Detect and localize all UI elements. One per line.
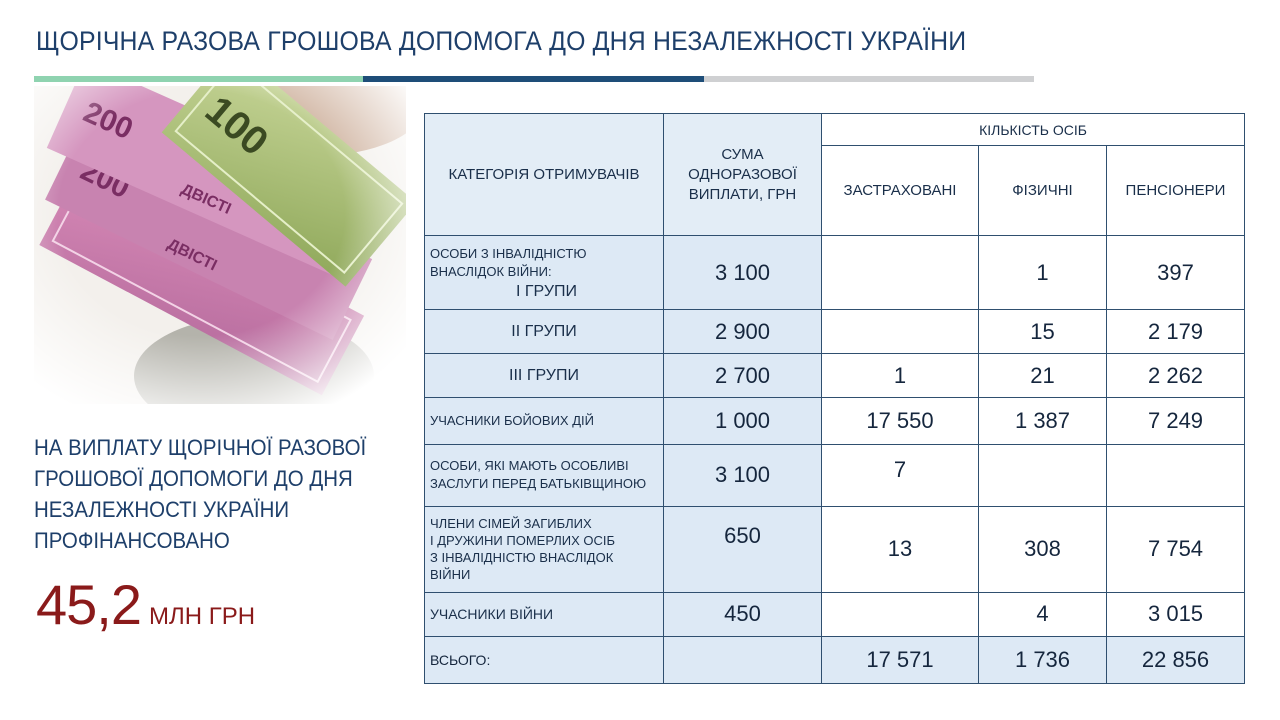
- title-underline-green: [34, 76, 363, 82]
- header-pensioners: ПЕНСІОНЕРИ: [1107, 146, 1245, 236]
- funding-description: НА ВИПЛАТУ ЩОРІЧНОЇ РАЗОВОЇ ГРОШОВОЇ ДОПОМОГИ ДО ДНЯ НЕЗАЛЕЖНОСТІ УКРАЇНИ ПРОФІНАНСОВАНО: [34, 435, 367, 553]
- title-underline-gray: [704, 76, 1034, 82]
- row-category: [425, 236, 664, 310]
- row-category: ІІ ГРУПИ: [425, 310, 664, 354]
- row-sum: 650: [664, 506, 822, 592]
- header-individuals: ФІЗИЧНІ: [979, 146, 1107, 236]
- row-category: ІІІ ГРУПИ: [425, 354, 664, 398]
- row-sum: 3 100: [664, 236, 822, 310]
- header-sum: СУМА ОДНОРАЗОВОЇ ВИПЛАТИ, ГРН: [664, 114, 822, 236]
- category-line: ЗАСЛУГИ ПЕРЕД БАТЬКІВЩИНОЮ: [430, 476, 647, 492]
- row-insured: 1: [822, 354, 979, 398]
- row-insured: [822, 236, 979, 310]
- row-insured: [822, 592, 979, 636]
- funding-amount-unit: МЛН ГРН: [149, 603, 256, 630]
- funding-amount: [36, 572, 255, 637]
- row-category: УЧАСНИКИ ВІЙНИ: [425, 592, 664, 636]
- total-pensioners: 22 856: [1107, 636, 1245, 683]
- category-line: З ІНВАЛІДНІСТЮ ВНАСЛІДОК: [430, 550, 614, 566]
- row-pensioners: 2 262: [1107, 354, 1245, 398]
- row-category: УЧАСНИКИ БОЙОВИХ ДІЙ: [425, 398, 664, 444]
- row-sum: 3 100: [664, 444, 822, 506]
- category-line: ОСОБИ З ІНВАЛІДНІСТЮ: [430, 245, 587, 261]
- row-insured: 7: [822, 444, 979, 506]
- row-insured: 13: [822, 506, 979, 592]
- row-category: [425, 444, 664, 506]
- row-individuals: 15: [979, 310, 1107, 354]
- row-insured: 17 550: [822, 398, 979, 444]
- row-sum: 450: [664, 592, 822, 636]
- row-pensioners: 7 249: [1107, 398, 1245, 444]
- category-line: І ДРУЖИНИ ПОМЕРЛИХ ОСІБ: [430, 533, 616, 549]
- row-individuals: [979, 444, 1107, 506]
- total-label: ВСЬОГО:: [425, 636, 664, 683]
- header-category: КАТЕГОРІЯ ОТРИМУВАЧІВ: [425, 114, 664, 236]
- total-sum: [664, 636, 822, 683]
- row-sum: 2 700: [664, 354, 822, 398]
- table-row: [425, 592, 1245, 636]
- title-underline-navy: [363, 76, 704, 82]
- header-insured: ЗАСТРАХОВАНІ: [822, 146, 979, 236]
- category-line: ОСОБИ, ЯКІ МАЮТЬ ОСОБЛИВІ: [430, 458, 629, 474]
- payments-table: [424, 113, 1245, 684]
- row-insured: [822, 310, 979, 354]
- total-individuals: 1 736: [979, 636, 1107, 683]
- table-total-row: [425, 636, 1245, 683]
- row-pensioners: [1107, 444, 1245, 506]
- row-individuals: 21: [979, 354, 1107, 398]
- row-category: [425, 506, 664, 592]
- table-row: [425, 444, 1245, 506]
- row-individuals: 1 387: [979, 398, 1107, 444]
- row-pensioners: 3 015: [1107, 592, 1245, 636]
- page-title: ЩОРІЧНА РАЗОВА ГРОШОВА ДОПОМОГА ДО ДНЯ НЕЗАЛЕЖНОСТІ УКРАЇНИ: [36, 26, 967, 56]
- table-header-row: [425, 114, 1245, 146]
- table-row: [425, 236, 1245, 310]
- row-individuals: 1: [979, 236, 1107, 310]
- row-pensioners: 2 179: [1107, 310, 1245, 354]
- row-sum: 1 000: [664, 398, 822, 444]
- category-line: ВНАСЛІДОК ВІЙНИ:: [430, 263, 552, 279]
- row-sum: 2 900: [664, 310, 822, 354]
- money-banknotes-image: [34, 86, 406, 404]
- row-individuals: 4: [979, 592, 1107, 636]
- row-individuals: 308: [979, 506, 1107, 592]
- category-line: ЧЛЕНИ СІМЕЙ ЗАГИБЛИХ: [430, 516, 592, 532]
- table-row: [425, 506, 1245, 592]
- table-row: [425, 354, 1245, 398]
- category-line: ВІЙНИ: [430, 567, 471, 583]
- total-insured: 17 571: [822, 636, 979, 683]
- row-pensioners: 397: [1107, 236, 1245, 310]
- category-subgroup: І ГРУПИ: [515, 282, 578, 300]
- table-row: [425, 310, 1245, 354]
- header-count-group: КІЛЬКІСТЬ ОСІБ: [822, 114, 1245, 146]
- row-pensioners: 7 754: [1107, 506, 1245, 592]
- table-row: [425, 398, 1245, 444]
- funding-amount-value: 45,2: [36, 573, 141, 636]
